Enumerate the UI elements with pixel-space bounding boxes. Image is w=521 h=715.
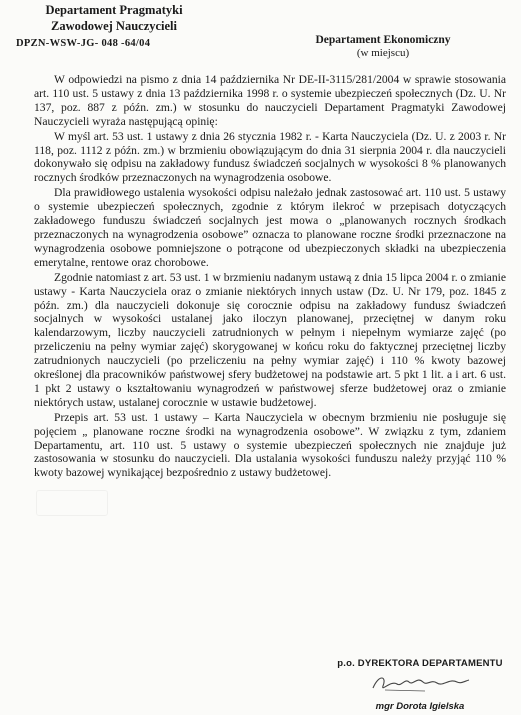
handwritten-signature <box>365 670 475 696</box>
recipient-name: Departament Ekonomiczny <box>315 34 451 46</box>
signatory-role: p.o. DYREKTORA DEPARTAMENTU <box>337 658 503 669</box>
signatory-name: mgr Dorota Igielska <box>375 701 465 712</box>
faint-stamp-mark <box>36 490 108 516</box>
paragraph-conclusion: Przepis art. 53 ust. 1 ustawy – Karta Nauczyciela w obecnym brzmieniu nie posługuje się pojęciem „ planowane roczne środki na wynagrodzenia osobowe”. W związku z tym, zdaniem Departamentu, art. 110 ust. 5 ustawy o systemie ubezpieczeń społecznych nie znajduje już zastosowania w stosunku do nauczycieli. Dla ustalania wysokości funduszu należy przyjąć 110 % kwoty bazowej wynikającej bezpośrednio z ustawy budżetowej. <box>34 410 506 480</box>
paragraph-old-rule: W myśl art. 53 ust. 1 ustawy z dnia 26 stycznia 1982 r. - Karta Nauczyciela (Dz. U. z 2003 r. Nr 118, poz. 1112 z późn. zm.) w brzmieniu obowiązującym do dnia 31 sierpnia 2004 r. dla nauczycieli dokonywało się odpisu na zakładowy fundusz świadczeń socjalnych w wysokości 8 % planowanych rocznych środków przeznaczonych na wynagrodzenia osobowe. <box>34 129 506 185</box>
reference-number: DPZN-WSW-JG- 048 -64/04 <box>16 38 151 49</box>
sender-name-line2: Zawodowej Nauczycieli <box>50 19 178 33</box>
sender-block <box>14 2 214 52</box>
recipient-block <box>298 34 468 60</box>
paragraph-intro: W odpowiedzi na pismo z dnia 14 października Nr DE-II-3115/281/2004 w sprawie stosowania art. 110 ust. 5 ustawy z dnia 13 października 1998 r. o systemie ubezpieczeń społecznych (Dz. U. Nr 137, poz. 887 z późn. zm.) w stosunku do nauczycieli Departament Pragmatyki Zawodowej Nauczycieli wyraża następującą opinię: <box>34 73 506 128</box>
signature-block <box>330 658 510 712</box>
recipient-location: (w miejscu) <box>356 47 410 59</box>
letter-body <box>34 73 506 481</box>
sender-name-line1: Departament Pragmatyki <box>45 3 183 17</box>
paragraph-new-rule: Zgodnie natomiast z art. 53 ust. 1 w brzmieniu nadanym ustawą z dnia 15 lipca 2004 r. o zmianie ustawy - Karta Nauczyciela oraz o zmianie niektórych innych ustaw (Dz. U. Nr 179, poz. 1845 z późn. zm.) dla nauczycieli dokonuje się corocznie odpisu na zakładowy fundusz świadczeń socjalnych w wysokości ustalanej jako iloczyn planowanej, przeciętnej w danym roku kalendarzowym, liczby nauczycieli zatrudnionych w pełnym i niepełnym wymiarze zajęć (po przeliczeniu na pełny wymiar zajęć) skorygowanej w końcu roku do faktycznej przeciętnej liczby zatrudnionych nauczycieli (po przeliczeniu na pełny wymiar zajęć) i 110 % kwoty bazowej określonej dla pracowników państwowej sfery budżetowej na podstawie art. 5 pkt 1 lit. a i art. 6 ust. 1 pkt 2 ustawy o kształtowaniu wynagrodzeń w państwowej sferze budżetowej oraz o zmianie niektórych ustaw, ustalanej corocznie w ustawie budżetowej. <box>34 270 506 409</box>
paragraph-calculation: Dla prawidłowego ustalenia wysokości odpisu należało jednak zastosować art. 110 ust. 5 ustawy o systemie ubezpieczeń społecznych, zgodnie z którym ilekroć w przepisach dotyczących zakładowego funduszu świadczeń socjalnych jest mowa o „planowanych rocznych środkach przeznaczonych na wynagrodzenia osobowe” oznacza to planowane roczne środki przeznaczone na wynagrodzenia osobowe pomniejszone o potrącone od ubezpieczonych składki na ubezpieczenia emerytalne, rentowe oraz chorobowe. <box>34 186 506 269</box>
